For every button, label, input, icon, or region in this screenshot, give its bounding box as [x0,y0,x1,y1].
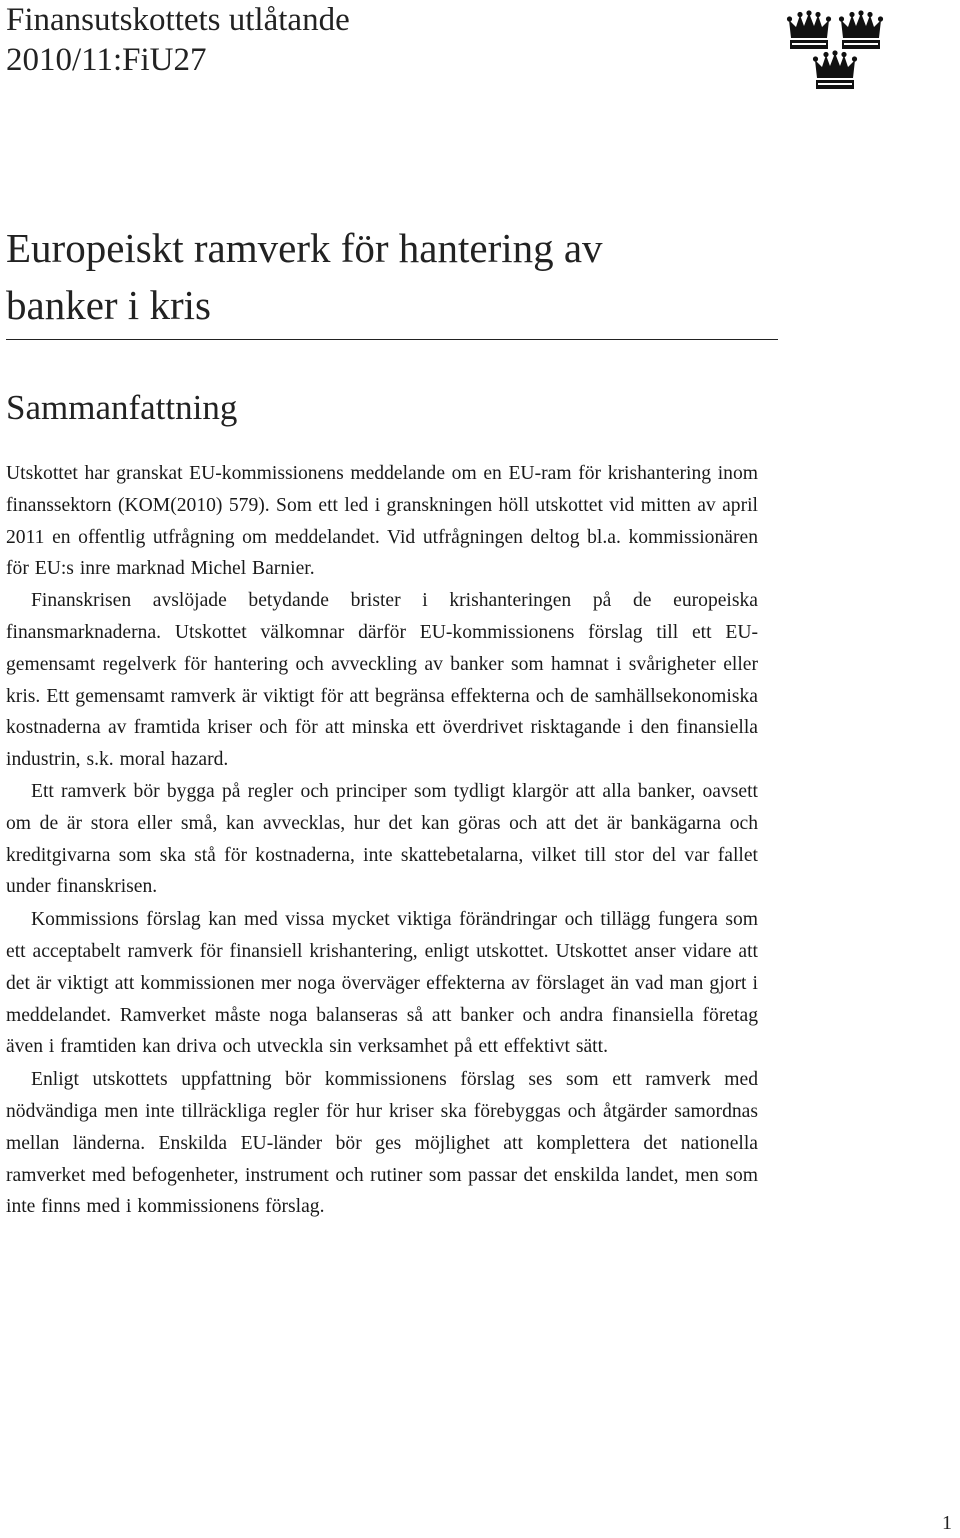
committee-report-name: Finansutskottets utlåtande [6,2,350,38]
report-number: 2010/11:FiU27 [6,42,207,78]
summary-paragraph: Kommissions förslag kan med vissa mycket viktiga förändringar och tillägg fungera som ett acceptabelt ramverk för finansiell krishantering, enligt utskottet. Utskottet anser vidare att det är viktigt att kommissionen mer noga överväger effekterna av förslaget än vad man gjort i meddelandet. Ramverket måste noga balanseras så att banker och andra finansiella företag även i framtiden kan driva och utveckla sin verksamhet på ett effektivt sätt. [6,909,758,1058]
summary-body [6,458,758,1223]
document-title [6,220,766,334]
title-line-1: Europeiskt ramverk för hantering av [6,225,603,271]
summary-paragraph: Enligt utskottets uppfattning bör kommissionens förslag ses som ett ramverk med nödvändiga men inte tillräckliga regler för hur kriser ska förebyggas och åtgärder samordnas mellan länderna. Enskilda EU-länder bör ges möjlighet att komplettera det nationella ramverket med befogenheter, instrument och rutiner som passar det enskilda landet, men som inte finns med i kommissionens förslag. [6,1069,758,1218]
section-heading: Sammanfattning [6,388,238,427]
document-header [6,0,766,80]
page-number: 1 [942,1512,952,1534]
title-divider [6,339,778,340]
three-crowns-emblem-icon [784,6,894,92]
summary-paragraph: Utskottet har granskat EU-kommissionens meddelande om en EU-ram för krishantering inom finanssektorn (KOM(2010) 579). Som ett led i granskningen höll utskottet vid mitten av april 2011 en offentlig utfrågning om meddelandet. Vid utfrågningen deltog bl.a. kommissionären för EU:s inre marknad Michel Barnier. [6,463,758,580]
summary-paragraph: Ett ramverk bör bygga på regler och principer som tydligt klargör att alla banker, oavsett om de är stora eller små, kan avvecklas, hur det kan göras och att det är bankägarna och kreditgivarna som ska stå för kostnaderna, inte skattebetalarna, vilket till stor del var fallet under finanskrisen. [6,780,758,898]
title-line-2: banker i kris [6,282,211,328]
summary-paragraph: Finanskrisen avslöjade betydande brister i krishanteringen på de europeiska finansmarknaderna. Utskottet välkomnar därför EU-kommissionens förslag till ett EU-gemensamt regelverk för hantering och avveckling av banker som hamnat i svårigheter eller kris. Ett gemensamt ramverk är viktigt för att begränsa effekterna och de samhällsekonomiska kostnaderna av framtida kriser och för att minska ett överdrivet risktagande i den finansiella industrin, s.k. moral hazard. [6,590,758,771]
